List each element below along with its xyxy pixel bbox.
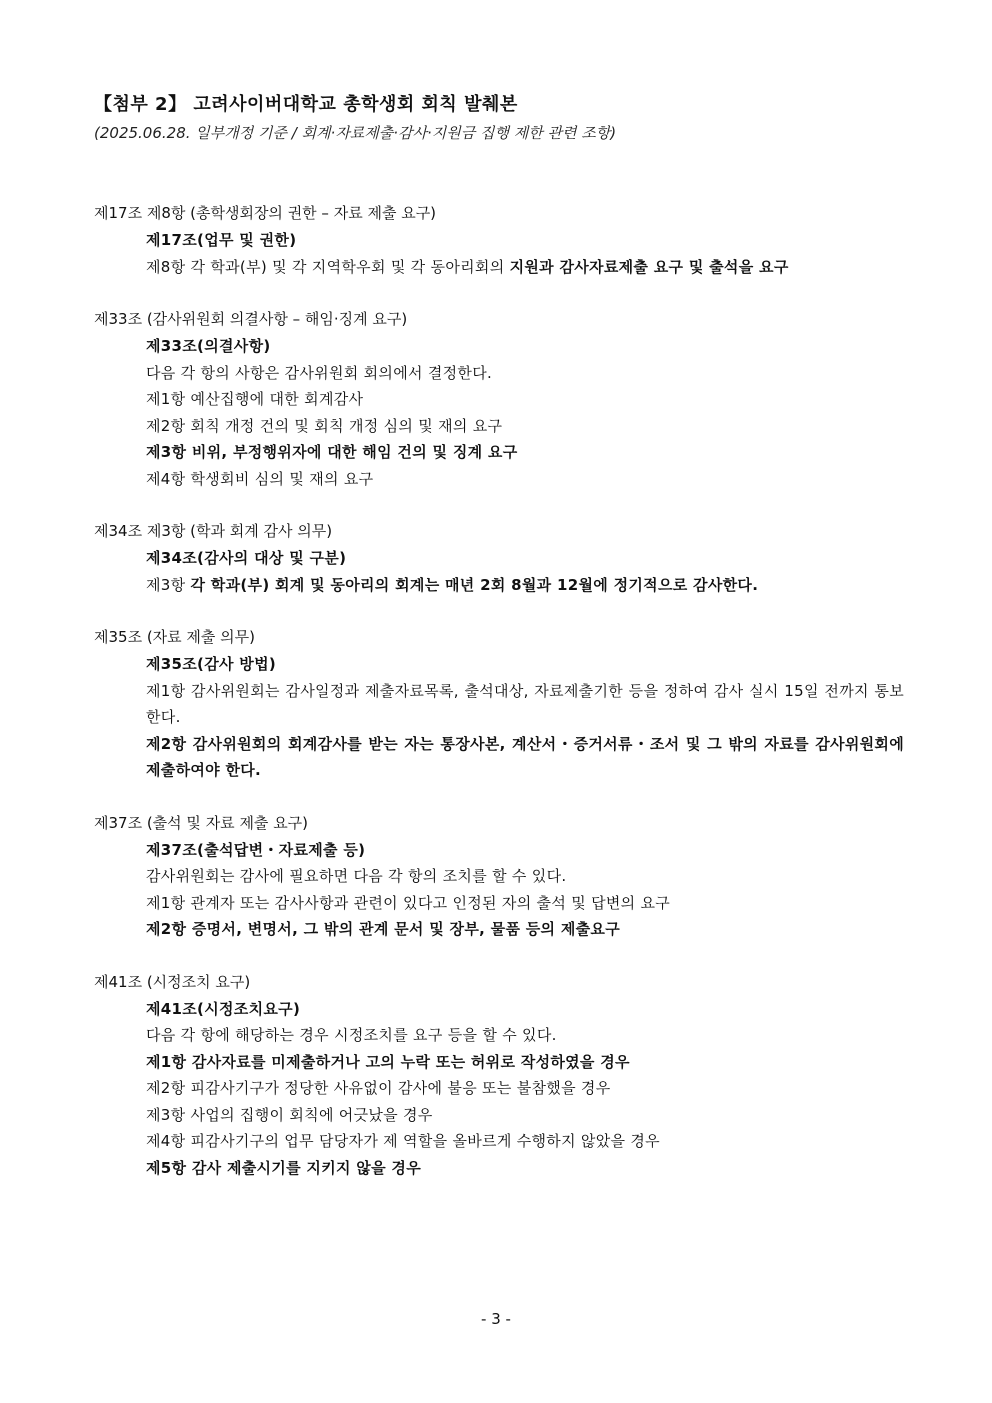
clause-text: 제8항 각 학과(부) 및 각 지역학우회 및 각 동아리회의	[146, 257, 510, 276]
article-title: 제41조(시정조치요구)	[146, 999, 301, 1018]
section-heading: 제34조 제3항 (학과 회계 감사 의무)	[94, 522, 333, 540]
article-title: 제17조(업무 및 권한)	[146, 231, 297, 249]
section-heading: 제33조 (감사위원회 의결사항 – 해임·징계 요구)	[94, 310, 408, 328]
clause-emphasis: 각 학과(부) 회계 및 동아리의 회계는 매년 2회 8월과 12월에 정기적으로 감사한다.	[190, 575, 759, 594]
section-article-37	[94, 810, 904, 943]
section-article-33	[94, 306, 904, 492]
clause-item: 제4항 학생회비 심의 및 재의 요구	[146, 469, 374, 488]
article-intro: 감사위원회는 감사에 필요하면 다음 각 항의 조치를 할 수 있다.	[146, 867, 567, 885]
section-heading: 제35조 (자료 제출 의무)	[94, 628, 256, 646]
clause-line	[94, 254, 904, 281]
clause-item: 제2항 피감사기구가 정당한 사유없이 감사에 불응 또는 불참했을 경우	[146, 1079, 611, 1097]
article-intro: 다음 각 항에 해당하는 경우 시정조치를 요구 등을 할 수 있다.	[146, 1026, 557, 1044]
section-heading: 제17조 제8항 (총학생회장의 권한 – 자료 제출 요구)	[94, 204, 437, 222]
section-article-41	[94, 969, 904, 1182]
article-title: 제37조(출석답변・자료제출 등)	[146, 840, 366, 859]
clause-item: 제1항 감사위원회는 감사일정과 제출자료목록, 출석대상, 자료제출기한 등을 정하여 감사 실시 15일 전까지 통보한다.	[146, 681, 904, 726]
section-article-34	[94, 518, 904, 598]
section-article-35	[94, 624, 904, 784]
page-number: - 3 -	[481, 1310, 511, 1328]
clause-item: 제2항 감사위원회의 회계감사를 받는 자는 통장사본, 계산서・증거서류・조서 및 그 밖의 자료를 감사위원회에 제출하여야 한다.	[146, 734, 904, 779]
document-title: 【첨부 2】 고려사이버대학교 총학생회 회칙 발췌본	[94, 94, 518, 115]
section-heading: 제37조 (출석 및 자료 제출 요구)	[94, 813, 309, 832]
clause-item: 제4항 피감사기구의 업무 담당자가 제 역할을 올바르게 수행하지 않았을 경우	[146, 1132, 660, 1150]
document-subtitle: (2025.06.28. 일부개정 기준 / 회계·자료제출·감사·지원금 집행 제한 관련 조항)	[94, 124, 617, 142]
clause-item: 제2항 회칙 개정 건의 및 회칙 개정 심의 및 재의 요구	[146, 416, 503, 435]
article-title: 제35조(감사 방법)	[146, 655, 277, 673]
clause-item: 제5항 감사 제출시기를 지키지 않을 경우	[146, 1158, 421, 1177]
clause-line	[94, 572, 904, 599]
clause-item: 제1항 예산집행에 대한 회계감사	[146, 390, 364, 408]
article-title: 제34조(감사의 대상 및 구분)	[146, 549, 347, 567]
article-intro: 다음 각 항의 사항은 감사위원회 회의에서 결정한다.	[146, 363, 493, 382]
articles-list	[94, 200, 904, 1207]
section-heading: 제41조 (시정조치 요구)	[94, 972, 251, 991]
clause-item: 제3항 사업의 집행이 회칙에 어긋났을 경우	[146, 1105, 433, 1124]
clause-text: 제3항	[146, 575, 191, 594]
section-article-17	[94, 200, 904, 280]
clause-item: 제3항 비위, 부정행위자에 대한 해임 건의 및 징계 요구	[146, 443, 518, 461]
clause-emphasis: 지원과 감사자료제출 요구 및 출석을 요구	[509, 257, 789, 276]
clause-item: 제2항 증명서, 변명서, 그 밖의 관계 문서 및 장부, 물품 등의 제출요구	[146, 920, 621, 938]
clause-item: 제1항 감사자료를 미제출하거나 고의 누락 또는 허위로 작성하였을 경우	[146, 1052, 630, 1071]
article-title: 제33조(의결사항)	[146, 337, 271, 355]
clause-item: 제1항 관계자 또는 감사사항과 관련이 있다고 인정된 자의 출석 및 답변의 요구	[146, 893, 671, 912]
